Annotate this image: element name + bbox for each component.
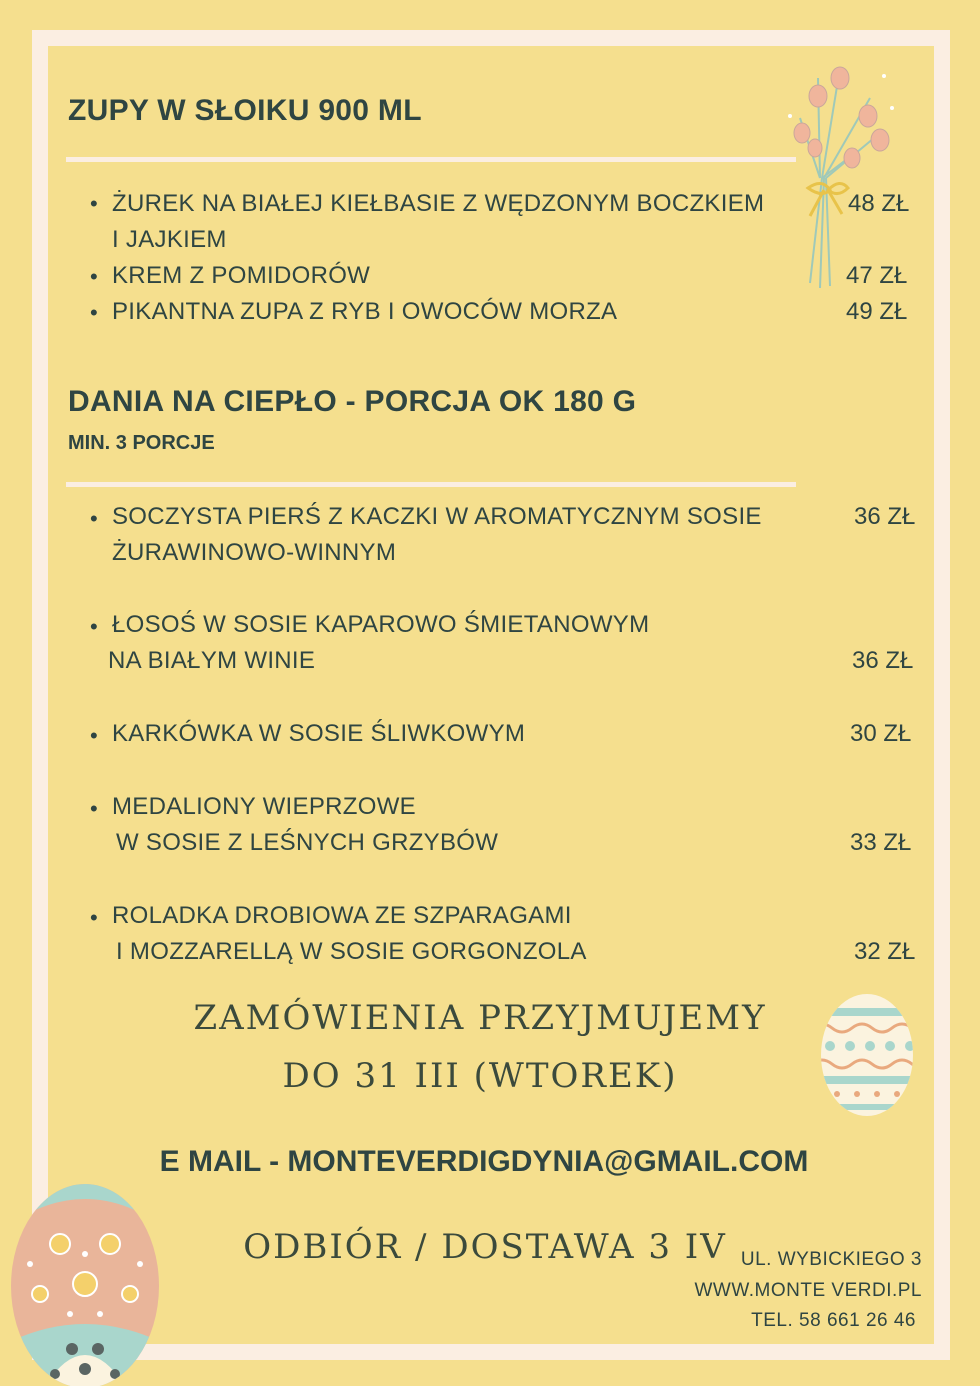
- item-name: KARKÓWKA W SOSIE ŚLIWKOWYM: [112, 720, 526, 747]
- item-price: 30 ZŁ: [850, 720, 912, 747]
- divider: [66, 482, 796, 487]
- item-price: 49 ZŁ: [846, 298, 908, 325]
- divider: [66, 157, 796, 162]
- item-name: ŁOSOŚ W SOSIE KAPAROWO ŚMIETANOWYM: [112, 611, 650, 638]
- bullet: •: [90, 264, 98, 289]
- phone: TEL. 58 661 26 46: [751, 1310, 916, 1331]
- bullet: •: [90, 300, 98, 325]
- item-name: SOCZYSTA PIERŚ Z KACZKI W AROMATYCZNYM SOSIE: [112, 503, 762, 530]
- item-price: 48 ZŁ: [848, 190, 910, 217]
- website: WWW.MONTE VERDI.PL: [694, 1280, 922, 1301]
- bullet: •: [90, 614, 98, 639]
- section-title-hot-dishes: DANIA NA CIEPŁO - PORCJA OK 180 G: [68, 385, 637, 418]
- item-price: 32 ZŁ: [854, 938, 916, 965]
- section-subtitle: MIN. 3 PORCJE: [68, 432, 215, 454]
- bullet: •: [90, 905, 98, 930]
- item-name-line2: ŻURAWINOWO-WINNYM: [112, 539, 397, 566]
- item-name: ROLADKA DROBIOWA ZE SZPARAGAMI: [112, 902, 572, 929]
- bullet: •: [90, 191, 98, 216]
- item-name: ŻUREK NA BIAŁEJ KIEŁBASIE Z WĘDZONYM BOCZKIEM: [112, 190, 765, 217]
- item-name-line2: I JAJKIEM: [112, 226, 227, 253]
- item-name-line2: NA BIAŁYM WINIE: [108, 647, 316, 674]
- item-name: MEDALIONY WIEPRZOWE: [112, 793, 416, 820]
- bullet: •: [90, 796, 98, 821]
- section-title-soups: ZUPY W SŁOIKU 900 ML: [68, 94, 422, 127]
- bullet: •: [90, 506, 98, 531]
- orders-line1: ZAMÓWIENIA PRZYJMUJEMY: [193, 998, 767, 1038]
- item-price: 36 ZŁ: [852, 647, 914, 674]
- item-price: 36 ZŁ: [854, 503, 916, 530]
- item-name-line2: I MOZZARELLĄ W SOSIE GORGONZOLA: [116, 938, 587, 965]
- easter-egg-icon: [812, 988, 922, 1122]
- item-price: 47 ZŁ: [846, 262, 908, 289]
- address-street: UL. WYBICKIEGO 3: [740, 1249, 922, 1270]
- easter-egg-large-icon: [0, 1174, 170, 1386]
- email-contact: E MAIL - MONTEVERDIGDYNIA@GMAIL.COM: [159, 1145, 809, 1178]
- pickup-date: ODBIÓR / DOSTAWA 3 IV: [243, 1227, 727, 1267]
- item-name-line2: W SOSIE Z LEŚNYCH GRZYBÓW: [116, 829, 499, 856]
- orders-line2: DO 31 III (WTOREK): [282, 1056, 678, 1096]
- item-price: 33 ZŁ: [850, 829, 912, 856]
- flower-bouquet-icon: [780, 38, 910, 288]
- bullet: •: [90, 723, 98, 748]
- item-name: PIKANTNA ZUPA Z RYB I OWOCÓW MORZA: [112, 298, 618, 325]
- item-name: KREM Z POMIDORÓW: [112, 262, 371, 289]
